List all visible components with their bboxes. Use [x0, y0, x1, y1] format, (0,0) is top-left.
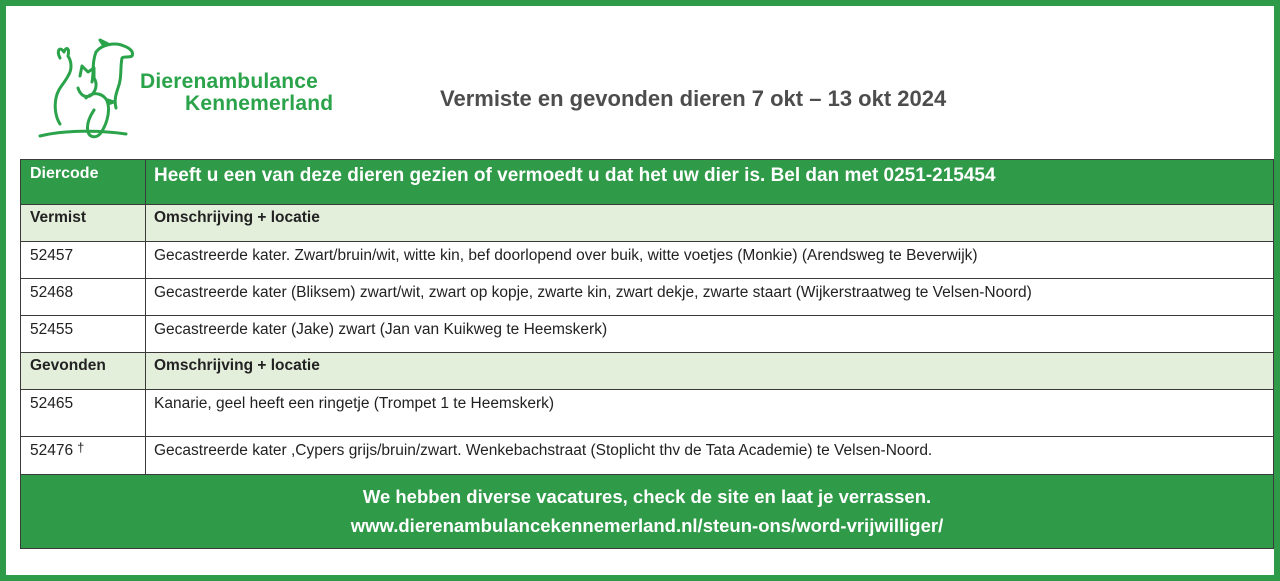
animal-description: Gecastreerde kater (Jake) zwart (Jan van Kuikweg te Heemskerk): [146, 316, 1274, 353]
section-row-missing: [21, 205, 1274, 242]
animal-description: Gecastreerde kater ,Cypers grijs/bruin/zwart. Wenkebachstraat (Stoplicht thv de Tata Academie) te Velsen-Noord.: [146, 437, 1274, 475]
brand-line-2: Kennemerland: [185, 92, 334, 115]
animal-code: 52468: [21, 279, 146, 316]
animal-code: 52465: [21, 390, 146, 437]
brand-line-1: Dierenambulance: [140, 70, 319, 93]
table-row: [21, 279, 1274, 316]
footer-row: [21, 475, 1274, 549]
section-description-label: Omschrijving + locatie: [146, 205, 1274, 242]
section-label-missing: Vermist: [21, 205, 146, 242]
volunteer-link[interactable]: www.dierenambulancekennemerland.nl/steun-ons/word-vrijwilliger/: [350, 515, 944, 536]
table-row: [21, 437, 1274, 475]
animal-code: 52476: [30, 442, 74, 459]
section-description-label: Omschrijving + locatie: [146, 353, 1274, 390]
deceased-cross-icon: †: [77, 440, 85, 455]
animal-description: Gecastreerde kater. Zwart/bruin/wit, witte kin, bef doorlopend over buik, witte voetjes (Monkie) (Arendsweg te Beverwijk): [146, 242, 1274, 279]
section-row-found: [21, 353, 1274, 390]
table-row: [21, 242, 1274, 279]
animals-table: [20, 159, 1274, 549]
animal-code-cell: [21, 437, 146, 475]
code-column-header: Diercode: [21, 160, 146, 205]
animal-code: 52457: [21, 242, 146, 279]
animal-description: Kanarie, geel heeft een ringetje (Trompet 1 te Heemskerk): [146, 390, 1274, 437]
table-header-row: [21, 160, 1274, 205]
animal-code: 52455: [21, 316, 146, 353]
animal-description: Gecastreerde kater (Bliksem) zwart/wit, zwart op kopje, zwarte kin, zwart dekje, zwarte staart (Wijkerstraatweg te Velsen-Noord): [146, 279, 1274, 316]
table-row: [21, 316, 1274, 353]
brand-name: [140, 71, 333, 115]
section-label-found: Gevonden: [21, 353, 146, 390]
animals-logo-icon: [34, 38, 146, 150]
footer-banner: [21, 475, 1274, 549]
page-title: Vermiste en gevonden dieren 7 okt – 13 okt 2024: [440, 86, 947, 111]
call-message: Heeft u een van deze dieren gezien of vermoedt u dat het uw dier is. Bel dan met 0251-215454: [146, 160, 1274, 205]
table-row: [21, 390, 1274, 437]
vacancies-text: We hebben diverse vacatures, check de site en laat je verrassen.: [362, 486, 932, 507]
